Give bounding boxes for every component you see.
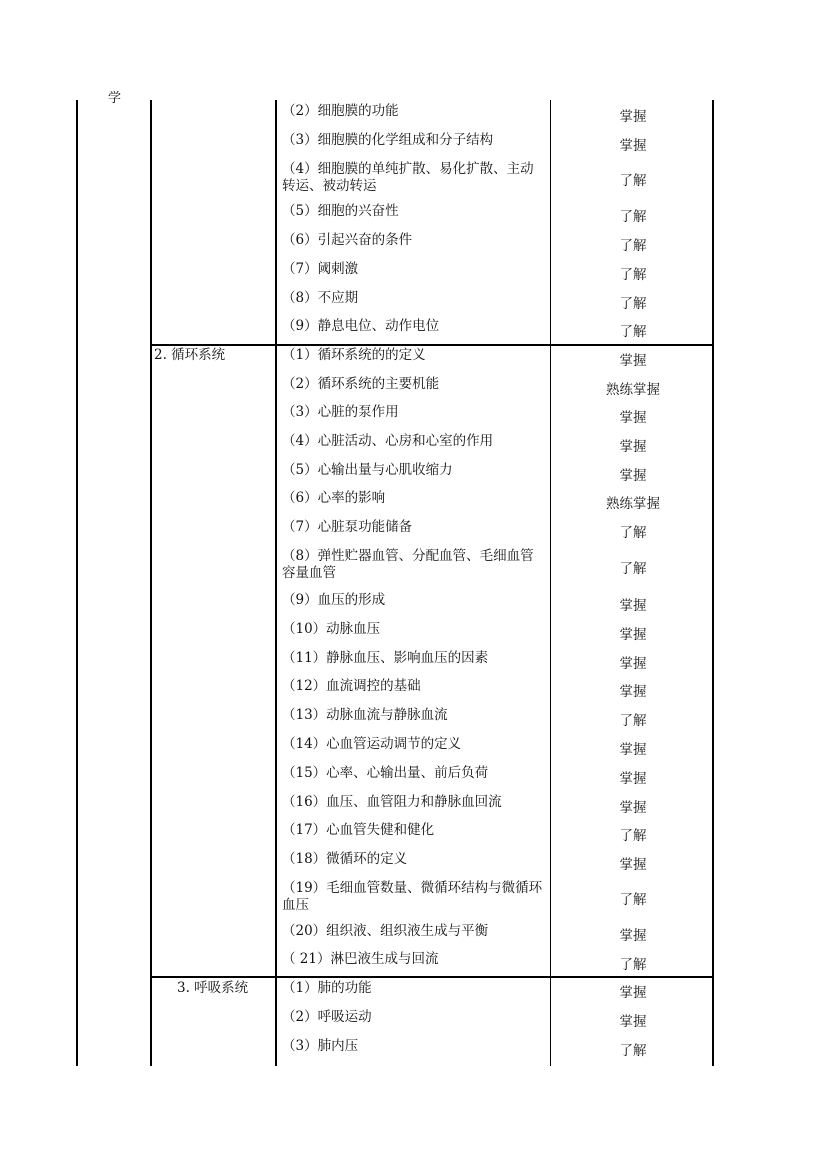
item-content: （17）心血管失健和健化 (282, 822, 435, 838)
item-content: （9）血压的形成 (282, 592, 386, 608)
mastery-level: 掌握 (619, 353, 647, 369)
column-divider-section (150, 100, 152, 1066)
item-content: （2）呼吸运动 (282, 1009, 372, 1025)
mastery-level: 了解 (619, 892, 647, 908)
item-content: （9）静息电位、动作电位 (282, 318, 440, 334)
item-content: （14）心血管运动调节的定义 (282, 736, 462, 752)
mastery-level: 掌握 (619, 985, 647, 1001)
item-content: （12）血流调控的基础 (282, 678, 421, 694)
section-title-circulatory: 2. 循环系统 (154, 347, 226, 363)
mastery-level: 掌握 (619, 627, 647, 643)
mastery-level: 了解 (619, 209, 647, 225)
mastery-level: 掌握 (619, 439, 647, 455)
mastery-level: 了解 (619, 957, 647, 973)
mastery-level: 了解 (619, 173, 647, 189)
item-content: （6）心率的影响 (282, 490, 386, 506)
mastery-level: 了解 (619, 828, 647, 844)
item-content: （2）循环系统的主要机能 (282, 376, 440, 392)
item-content: （18）微循环的定义 (282, 851, 408, 867)
item-content: （4）心脏活动、心房和心室的作用 (282, 433, 494, 449)
section-separator (150, 344, 714, 346)
mastery-level: 了解 (619, 713, 647, 729)
mastery-level: 了解 (619, 1043, 647, 1059)
mastery-level: 掌握 (619, 468, 647, 484)
item-content: （13）动脉血流与静脉血流 (282, 707, 448, 723)
item-content: （7）心脏泵功能储备 (282, 519, 413, 535)
item-content: （11）静脉血压、影响血压的因素 (282, 650, 489, 666)
mastery-level: 掌握 (619, 800, 647, 816)
mastery-level: 掌握 (619, 928, 647, 944)
mastery-level: 掌握 (619, 109, 647, 125)
table-left-border (76, 100, 78, 1066)
item-content: （19）毛细血管数量、微循环结构与微循环血压 (282, 880, 543, 913)
mastery-level: 了解 (619, 267, 647, 283)
mastery-level: 掌握 (619, 684, 647, 700)
mastery-level: 熟练掌握 (606, 382, 660, 398)
item-content: （6）引起兴奋的条件 (282, 232, 413, 248)
item-content: （7）阈刺激 (282, 261, 359, 277)
mastery-level: 了解 (619, 324, 647, 340)
mastery-level: 掌握 (619, 1014, 647, 1030)
item-content: （15）心率、心输出量、前后负荷 (282, 765, 489, 781)
item-content: （1）循环系统的的定义 (282, 347, 426, 363)
item-content: （5）心输出量与心肌收缩力 (282, 462, 453, 478)
mastery-level: 了解 (619, 561, 647, 577)
item-content: （5）细胞的兴奋性 (282, 203, 399, 219)
column-divider-level (550, 100, 551, 1066)
mastery-level: 掌握 (619, 410, 647, 426)
column-divider-content (275, 100, 277, 1066)
mastery-level: 了解 (619, 238, 647, 254)
mastery-level: 了解 (619, 525, 647, 541)
item-content: （3）细胞膜的化学组成和分子结构 (282, 132, 494, 148)
mastery-level: 掌握 (619, 742, 647, 758)
mastery-level: 了解 (619, 296, 647, 312)
item-content: （8）不应期 (282, 290, 359, 306)
item-content: （2）细胞膜的功能 (282, 103, 399, 119)
mastery-level: 熟练掌握 (606, 496, 660, 512)
mastery-level: 掌握 (619, 598, 647, 614)
mastery-level: 掌握 (619, 656, 647, 672)
section-title-respiratory: 3. 呼吸系统 (177, 980, 249, 996)
mastery-level: 掌握 (619, 857, 647, 873)
item-content: （8）弹性贮器血管、分配血管、毛细血管容量血管 (282, 548, 534, 581)
left-column-fragment: 学 (108, 91, 122, 106)
item-content: （3）心脏的泵作用 (282, 404, 399, 420)
mastery-level: 掌握 (619, 771, 647, 787)
section-separator (150, 976, 714, 978)
item-content: （4）细胞膜的单纯扩散、易化扩散、主动转运、被动转运 (282, 161, 534, 194)
item-content: （16）血压、血管阻力和静脉血回流 (282, 794, 502, 810)
mastery-level: 掌握 (619, 138, 647, 154)
item-content: （20）组织液、组织液生成与平衡 (282, 923, 489, 939)
item-content: （ 21）淋巴液生成与回流 (282, 951, 439, 967)
item-content: （3）肺内压 (282, 1038, 359, 1054)
item-content: （10）动脉血压 (282, 621, 381, 637)
item-content: （1）肺的功能 (282, 980, 372, 996)
